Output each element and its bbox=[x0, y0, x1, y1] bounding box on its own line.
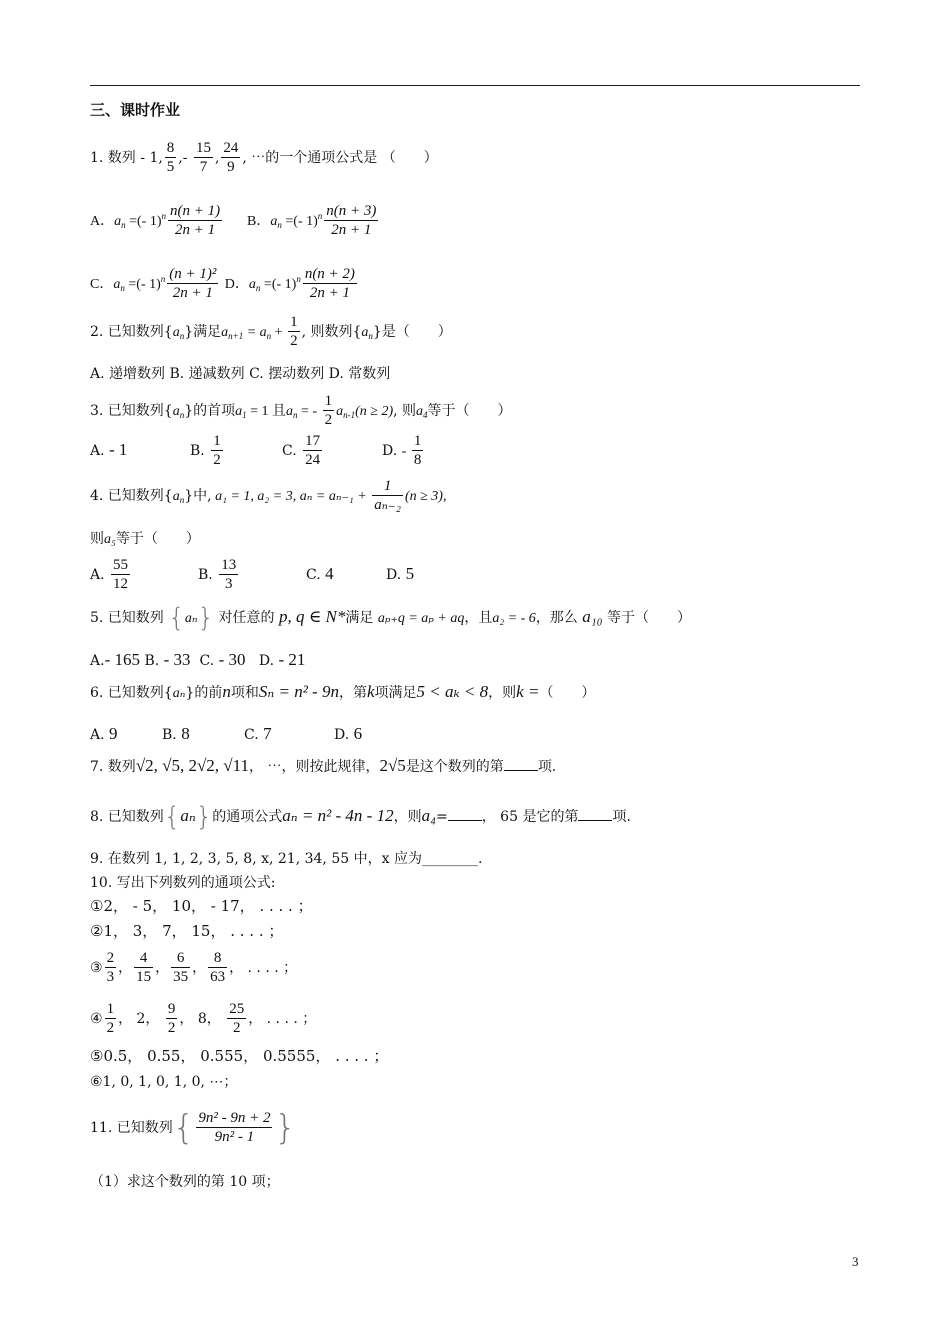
question-7: 7. 数列√2, √5, 2√2, √11， ⋯，则按此规律，2√5是这个数列的第 项. bbox=[90, 756, 557, 775]
question-8: 8. 已知数列{aₙ}的通项公式aₙ = n² - 4n - 12，则a₄= ， 65 是它的第 项. bbox=[90, 802, 631, 832]
fraction: $\frac{1}{\text{aₙ₋₂}}$ bbox=[374, 478, 401, 514]
fraction: $\frac{\text{(n + 1)²}}{2n + 1}$ bbox=[169, 266, 217, 302]
fraction: $\frac{1}{2}$ bbox=[324, 393, 333, 429]
section-title: 三、课时作业 bbox=[90, 101, 181, 119]
question-10-item-6: ⑥1, 0, 1, 0, 1, 0, ⋯； bbox=[90, 1074, 238, 1090]
answer-blank[interactable] bbox=[504, 758, 538, 771]
question-6-options: A. 9 B. 8 C. 7 D. 6 bbox=[90, 724, 363, 743]
question-11-part-1: （1）求这个数列的第 10 项； bbox=[90, 1174, 280, 1190]
fraction: $\frac{\text{9n² - 9n + 2}}{\text{9n² - 1}}$ bbox=[198, 1110, 271, 1146]
fraction: $\frac{55}{12}$ bbox=[113, 557, 129, 593]
fraction: $\frac{4}{15}$ bbox=[136, 950, 152, 986]
fraction: $\frac{8}{5}$ bbox=[166, 140, 175, 176]
fraction: $\frac{6}{35}$ bbox=[173, 950, 189, 986]
question-4-tail: 则a₅等于（ ） bbox=[90, 531, 200, 547]
question-2: 2. 已知数列$\{a_n\}$满足$a_{n+1} = a_n$ + $\frac{1}{2}$ , 则数列$\{a_n\}$是（ ） bbox=[90, 314, 452, 350]
question-10-item-5: ⑤0.5， 0.55， 0.555， 0.5555， . . . . ； bbox=[90, 1047, 389, 1065]
question-4: 4. 已知数列$\{a_n\}$中, a₁ = 1, a₂ = 3, aₙ = aₙ₋₁ + $\frac{1}{\text{aₙ₋₂}}$ (n ≥ 3), bbox=[90, 478, 447, 514]
page-number: 3 bbox=[852, 1254, 859, 1269]
question-10-item-4: ④ $\frac{1}{2}$ ， 2， $\frac{9}{2}$ ， 8， $\frac{25}{2}$ ， . . . . ； bbox=[90, 1001, 317, 1037]
question-3: 3. 已知数列$\{a_n\}$的首项$a_1 = 1$ 且$a_n$ = - $\frac{1}{2}$ $a_{n-1}(n \ge 2)$, 则$a_4$等于（ ） bbox=[90, 393, 512, 429]
fraction: $\frac{9}{2}$ bbox=[167, 1001, 176, 1037]
question-5-options: A.- 165 B. - 33 C. - 30 D. - 21 bbox=[90, 650, 306, 669]
fraction: $\frac{1}{2}$ bbox=[106, 1001, 115, 1037]
fraction: $\frac{8}{63}$ bbox=[210, 950, 226, 986]
answer-blank[interactable] bbox=[448, 808, 482, 821]
question-3-options: A. - 1 B. $\frac{1}{2}$ C. $\frac{17}{24}$ D. - $\frac{1}{8}$ bbox=[90, 433, 422, 469]
fraction: $\frac{17}{24}$ bbox=[305, 433, 321, 469]
question-6: 6. 已知数列{aₙ}的前n项和Sₙ = n² - 9n，第k项满足5 < aₖ < 8，则k =（ ） bbox=[90, 682, 596, 701]
question-10: 10. 写出下列数列的通项公式: bbox=[90, 875, 276, 891]
fraction: $\frac{24}{9}$ bbox=[223, 140, 239, 176]
fraction: $\frac{n(n + 3)}{2n + 1}$ bbox=[326, 203, 377, 239]
fraction: $\frac{n(n + 2)}{2n + 1}$ bbox=[304, 266, 355, 302]
question-1-options-cd: C．$a_n$ =(- 1)$^n$ $\frac{\text{(n + 1)²}}{2n + 1}$ D．$a_n$ =(- 1)$^n$ $\frac{n(n + 2)}{2n + 1}$ bbox=[90, 266, 355, 302]
question-1-options-ab: A．$a_n$ =(- 1)$^n$ $\frac{n(n + 1)}{2n + 1}$ B．$a_n$ =(- 1)$^n$ $\frac{n(n + 3)}{2n + 1}$ bbox=[90, 203, 377, 239]
fraction: $\frac{n(n + 1)}{2n + 1}$ bbox=[170, 203, 221, 239]
fraction: $\frac{1}{2}$ bbox=[290, 314, 298, 350]
question-4-options: A. $\frac{55}{12}$ B. $\frac{13}{3}$ C. 4 D. 5 bbox=[90, 557, 415, 593]
header-rule bbox=[90, 85, 860, 86]
question-2-options: A. 递增数列 B. 递减数列 C. 摆动数列 D. 常数列 bbox=[90, 366, 391, 382]
question-10-item-3: ③ $\frac{2}{3}$ ， $\frac{4}{15}$ ， $\frac{6}{35}$ ， $\frac{8}{63}$ ， . . . . ； bbox=[90, 950, 298, 986]
fraction: $\frac{15}{7}$ bbox=[195, 140, 211, 176]
fraction: $\frac{1}{8}$ bbox=[413, 433, 422, 469]
question-10-item-1: ①2， - 5， 10， - 17， . . . . ； bbox=[90, 897, 313, 915]
fraction: $\frac{25}{2}$ bbox=[229, 1001, 245, 1037]
fraction: $\frac{1}{2}$ bbox=[213, 433, 221, 469]
fraction: $\frac{13}{3}$ bbox=[221, 557, 237, 593]
question-11: 11. 已知数列{ $\frac{\text{9n² - 9n + 2}}{\text{9n² - 1}}$ } bbox=[90, 1108, 297, 1149]
question-1: 1. 数列 - 1, $\frac{8}{5}$ ,- $\frac{15}{7}$ , $\frac{24}{9}$ , ⋯的一个通项公式是 （ ） bbox=[90, 140, 438, 176]
question-5: 5. 已知数列 {aₙ} 对任意的 p, q ∈ N*满足 aₚ₊q = aₚ + aq，且a₂ = - 6，那么 a₁₀ 等于（ ） bbox=[90, 603, 692, 633]
question-9: 9. 在数列 1, 1, 2, 3, 5, 8, x, 21, 34, 55 中，x 应为________. bbox=[90, 851, 483, 867]
question-10-item-2: ②1， 3， 7， 15， . . . . ； bbox=[90, 922, 284, 940]
answer-blank[interactable] bbox=[578, 808, 612, 821]
fraction: $\frac{2}{3}$ bbox=[106, 950, 115, 986]
